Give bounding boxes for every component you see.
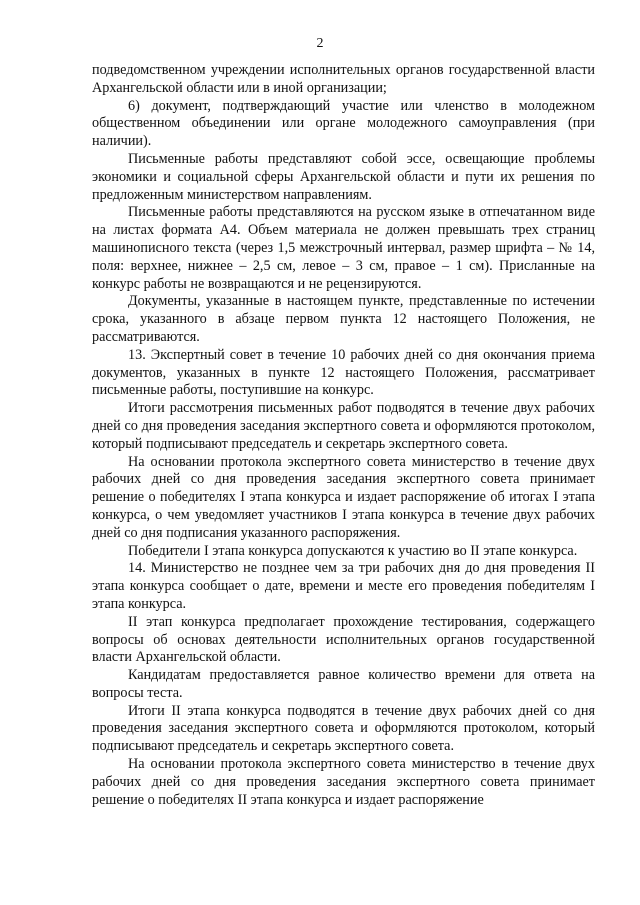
paragraph-5: Документы, указанные в настоящем пункте, представленные по истечении срока, указанного в абзаце первом пункта 12 настоящего Положения, не рассматриваются. [92,293,595,345]
paragraph-3: Письменные работы представляют собой эссе, освещающие проблемы экономики и социальной сферы Архангельской области и пути их решения по предложенным министерством направлениям. [92,150,595,203]
paragraph-7: Итоги рассмотрения письменных работ подводятся в течение двух рабочих дней со дня проведения заседания экспертного совета и оформляются протоколом, который подписывают председатель и секретарь экспертного совета. [92,400,595,452]
page-number: 2 [316,36,324,51]
paragraph-8: На основании протокола экспертного совета министерство в течение двух рабочих дней со дня проведения заседания экспертного совета принимает решение о победителях I этапа конкурса и издает распоряжение об итогах I этапа конкурса, о чем уведомляет участников I этапа конкурса в течение двух рабочих дней со дня подписания указанного распоряжения. [92,453,595,541]
paragraph-14: На основании протокола экспертного совета министерство в течение двух рабочих дней со дня проведения заседания экспертного совета принимает решение о победителях II этапа конкурса и издает распоряжение [92,756,595,808]
paragraph-4: Письменные работы представляются на русском языке в отпечатанном виде на листах формата А4. Объем материала не должен превышать трех страниц машинописного текста (через 1,5 межстрочный интервал, размер шрифта – № 14, поля: верхнее, нижнее – 2,5 см, левое – 3 см, правое – 1 см). Присланные на конкурс работы не возвращаются и не рецензируются. [92,204,595,292]
document-body [92,62,595,809]
paragraph-2: 6) документ, подтверждающий участие или членство в молодежном общественном объединении или органе молодежного самоуправления (при наличии). [92,97,595,150]
paragraph-1: подведомственном учреждении исполнительных органов государственной власти Архангельской области или в иной организации; [92,62,595,96]
paragraph-6: 13. Экспертный совет в течение 10 рабочих дней со дня окончания приема документов, указанных в пункте 12 настоящего Положения, рассматривает письменные работы, поступившие на конкурс. [92,346,595,399]
paragraph-11: II этап конкурса предполагает прохождение тестирования, содержащего вопросы об основах деятельности исполнительных органов государственной власти Архангельской области. [92,613,595,666]
paragraph-12: Кандидатам предоставляется равное количество времени для ответа на вопросы теста. [92,667,595,701]
paragraph-13: Итоги II этапа конкурса подводятся в течение двух рабочих дней со дня проведения заседания экспертного совета и оформляются протоколом, который подписывают председатель и секретарь экспертного совета. [92,702,595,755]
paragraph-10: 14. Министерство не позднее чем за три рабочих дня до дня проведения II этапа конкурса сообщает о дате, времени и месте его проведения победителям I этапа конкурса. [92,560,595,612]
paragraph-9: Победители I этапа конкурса допускаются к участию во II этапе конкурса. [128,542,578,559]
